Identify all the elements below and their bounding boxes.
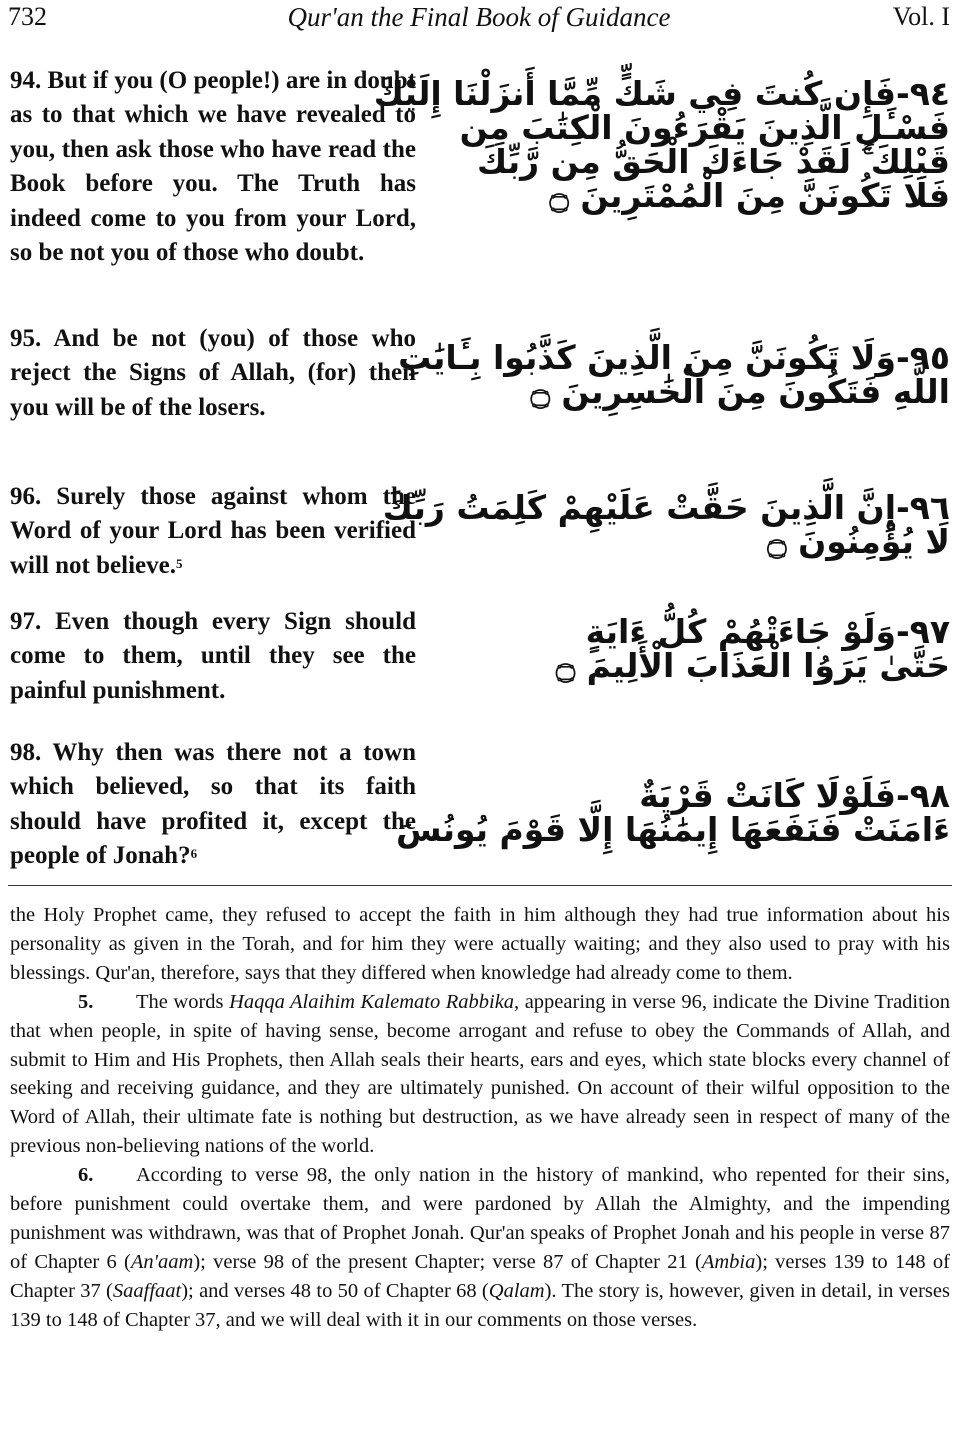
running-header <box>8 2 950 36</box>
footnote-continuation: the Holy Prophet came, they refused to accept the faith in him although they had true information about his personality as given in the Torah, and for him they were actually waiting; and they also used to pray with his blessings. Qur'an, therefore, says that they differed when knowledge had already come to them. <box>10 904 950 984</box>
footnotes <box>10 901 950 1335</box>
verse-97-translation: 97. Even though every Sign should come to them, until they see the painful punishment. <box>10 608 416 704</box>
verse-98-translation: 98. Why then was there not a town which believed, so that its faith should have profited it, except the people of Jonah?$^6$ <box>10 739 416 870</box>
footnote-6: 6. According to verse 98, the only nation in the history of mankind, who repented for their sins, before punishment could overtake them, and were pardoned by Allah the Almighty, and the impending punishment was withdrawn, was that of Prophet Jonah. Qur'an speaks of Prophet Jonah and his people in verse 87 of Chapter 6 (An'aam); verse 98 of the present Chapter; verse 87 of Chapter 21 (Ambia); verses 139 to 148 of Chapter 37 (Saaffaat); and verses 48 to 50 of Chapter 68 (Qalam). The story is, however, given in detail, in verses 139 to 148 of Chapter 37, and we will deal with it in our comments on those verses. <box>10 1161 950 1334</box>
verse-95-translation: 95. And be not (you) of those who reject the Signs of Allah, (for) then you will be of the losers. <box>10 325 416 421</box>
verse-96-arabic: ٩٦-إِنَّ الَّذِينَ حَقَّتْ عَلَيْهِمْ كَلِمَتُ رَبِّكَ لَا يُؤْمِنُونَ ۝ <box>382 488 950 561</box>
footnote-divider <box>8 885 952 886</box>
page-number: 732 <box>8 2 47 31</box>
footnote-6-number: 6. <box>78 1164 94 1187</box>
footnote-5-number: 5. <box>78 990 94 1013</box>
footnote-mark-6: 6 <box>190 846 198 862</box>
volume-label: Vol. I <box>892 2 950 31</box>
verse-98-arabic: ٩٨-فَلَوْلَا كَانَتْ قَرْيَةٌ ءَامَنَتْ فَنَفَعَهَا إِيمَٰنُهَا إِلَّا قَوْمَ يُونُسَ <box>395 776 950 849</box>
verse-97-arabic: ٩٧-وَلَوْ جَاءَتْهُمْ كُلُّ ءَايَةٍ حَتَّىٰ يَرَوُا الْعَذَابَ الْأَلِيمَ ۝ <box>555 612 950 685</box>
verse-94-translation: 94. But if you (O people!) are in doubt as to that which we have revealed to you, then ask those who have read the Book before you. The Truth has indeed come to you from your Lord, so be not you of those who doubt. <box>10 67 416 267</box>
verse-95-arabic: ٩٥-وَلَا تَكُونَنَّ مِنَ الَّذِينَ كَذَّبُوا بِـَٔايَٰتِ اللَّهِ فَتَكُونَ مِنَ الْخَٰسِرِينَ ۝ <box>398 338 950 411</box>
footnote-mark-5: 5 <box>175 555 183 571</box>
verse-96-translation: 96. Surely those against whom the Word of your Lord has been verified will not believe.$^5$ <box>10 483 416 579</box>
book-title: Qur'an the Final Book of Guidance <box>287 2 671 32</box>
verse-94-arabic: ٩٤-فَإِن كُنتَ فِي شَكٍّ مِّمَّا أَنزَلْنَا إِلَيْكَ فَسْـَٔلِ الَّذِينَ يَقْرَءُونَ الْكِتَٰبَ مِن قَبْلِكَ ۚ لَقَدْ جَاءَكَ الْحَقُّ مِن رَّبِّكَ فَلَا تَكُونَنَّ مِنَ الْمُمْتَرِينَ ۝ <box>373 74 950 215</box>
footnote-5: 5. The words Haqqa Alaihim Kalemato Rabbika, appearing in verse 96, indicate the Divine Tradition that when people, in spite of having sense, become arrogant and refuse to obey the Commands of Allah, and submit to Him and His Prophets, then Allah seals their hearts, ears and eyes, which state blocks every channel of seeking and receiving guidance, and they are ultimately punished. On account of their wilful opposition to the Word of Allah, their ultimate fate is nothing but destruction, as we have already seen in respect of many of the previous non-believing nations of the world. <box>10 988 950 1161</box>
